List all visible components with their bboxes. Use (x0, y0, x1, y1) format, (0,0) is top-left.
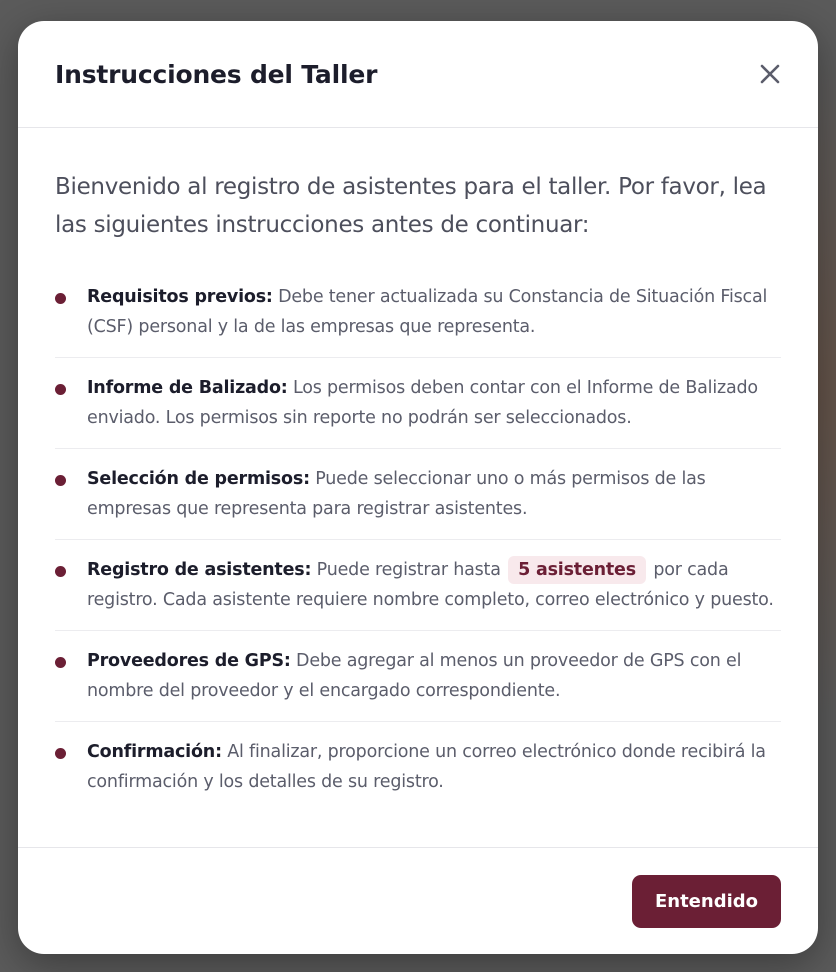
item-title: Requisitos previos: (87, 287, 273, 307)
intro-text: Bienvenido al registro de asistentes para el taller. Por favor, lea las siguientes instrucciones antes de continuar: (55, 174, 767, 238)
item-text: Puede seleccionar uno o más permisos de las empresas que representa para registrar asistentes. (87, 469, 706, 519)
instructions-list (55, 267, 781, 812)
modal-body (18, 128, 818, 812)
item-title: Proveedores de GPS: (87, 651, 291, 671)
bullet-dot (55, 657, 66, 668)
attendee-limit-badge: 5 asistentes (508, 556, 646, 584)
item-text: Puede registrar hasta (316, 560, 501, 580)
item-text: Los permisos deben contar con el Informe de Balizado enviado. Los permisos sin reporte no podrán ser seleccionados. (87, 378, 758, 428)
list-item (55, 267, 781, 358)
understood-button[interactable]: Entendido (632, 875, 781, 928)
item-title: Confirmación: (87, 742, 222, 762)
item-title: Informe de Balizado: (87, 378, 288, 398)
item-text: Al finalizar, proporcione un correo electrónico donde recibirá la confirmación y los detalles de su registro. (87, 742, 766, 792)
list-item (55, 358, 781, 449)
bullet-dot (55, 293, 66, 304)
bullet-dot (55, 384, 66, 395)
bullet-dot (55, 748, 66, 759)
item-title: Selección de permisos: (87, 469, 310, 489)
modal-title: Instrucciones del Taller (55, 59, 378, 89)
item-text: por cada registro. Cada asistente requiere nombre completo, correo electrónico y puesto. (87, 560, 774, 610)
item-title: Registro de asistentes: (87, 560, 312, 580)
list-item (55, 540, 781, 631)
list-item (55, 449, 781, 540)
close-button[interactable] (750, 54, 790, 94)
modal-footer (18, 847, 818, 954)
modal-header (18, 21, 818, 128)
list-item (55, 631, 781, 722)
bullet-dot (55, 475, 66, 486)
item-text: Debe tener actualizada su Constancia de Situación Fiscal (CSF) personal y la de las empresas que representa. (87, 287, 768, 337)
item-text: Debe agregar al menos un proveedor de GPS con el nombre del proveedor y el encargado correspondiente. (87, 651, 742, 701)
close-icon (759, 63, 781, 85)
list-item (55, 722, 781, 812)
bullet-dot (55, 566, 66, 577)
instructions-modal (18, 21, 818, 954)
